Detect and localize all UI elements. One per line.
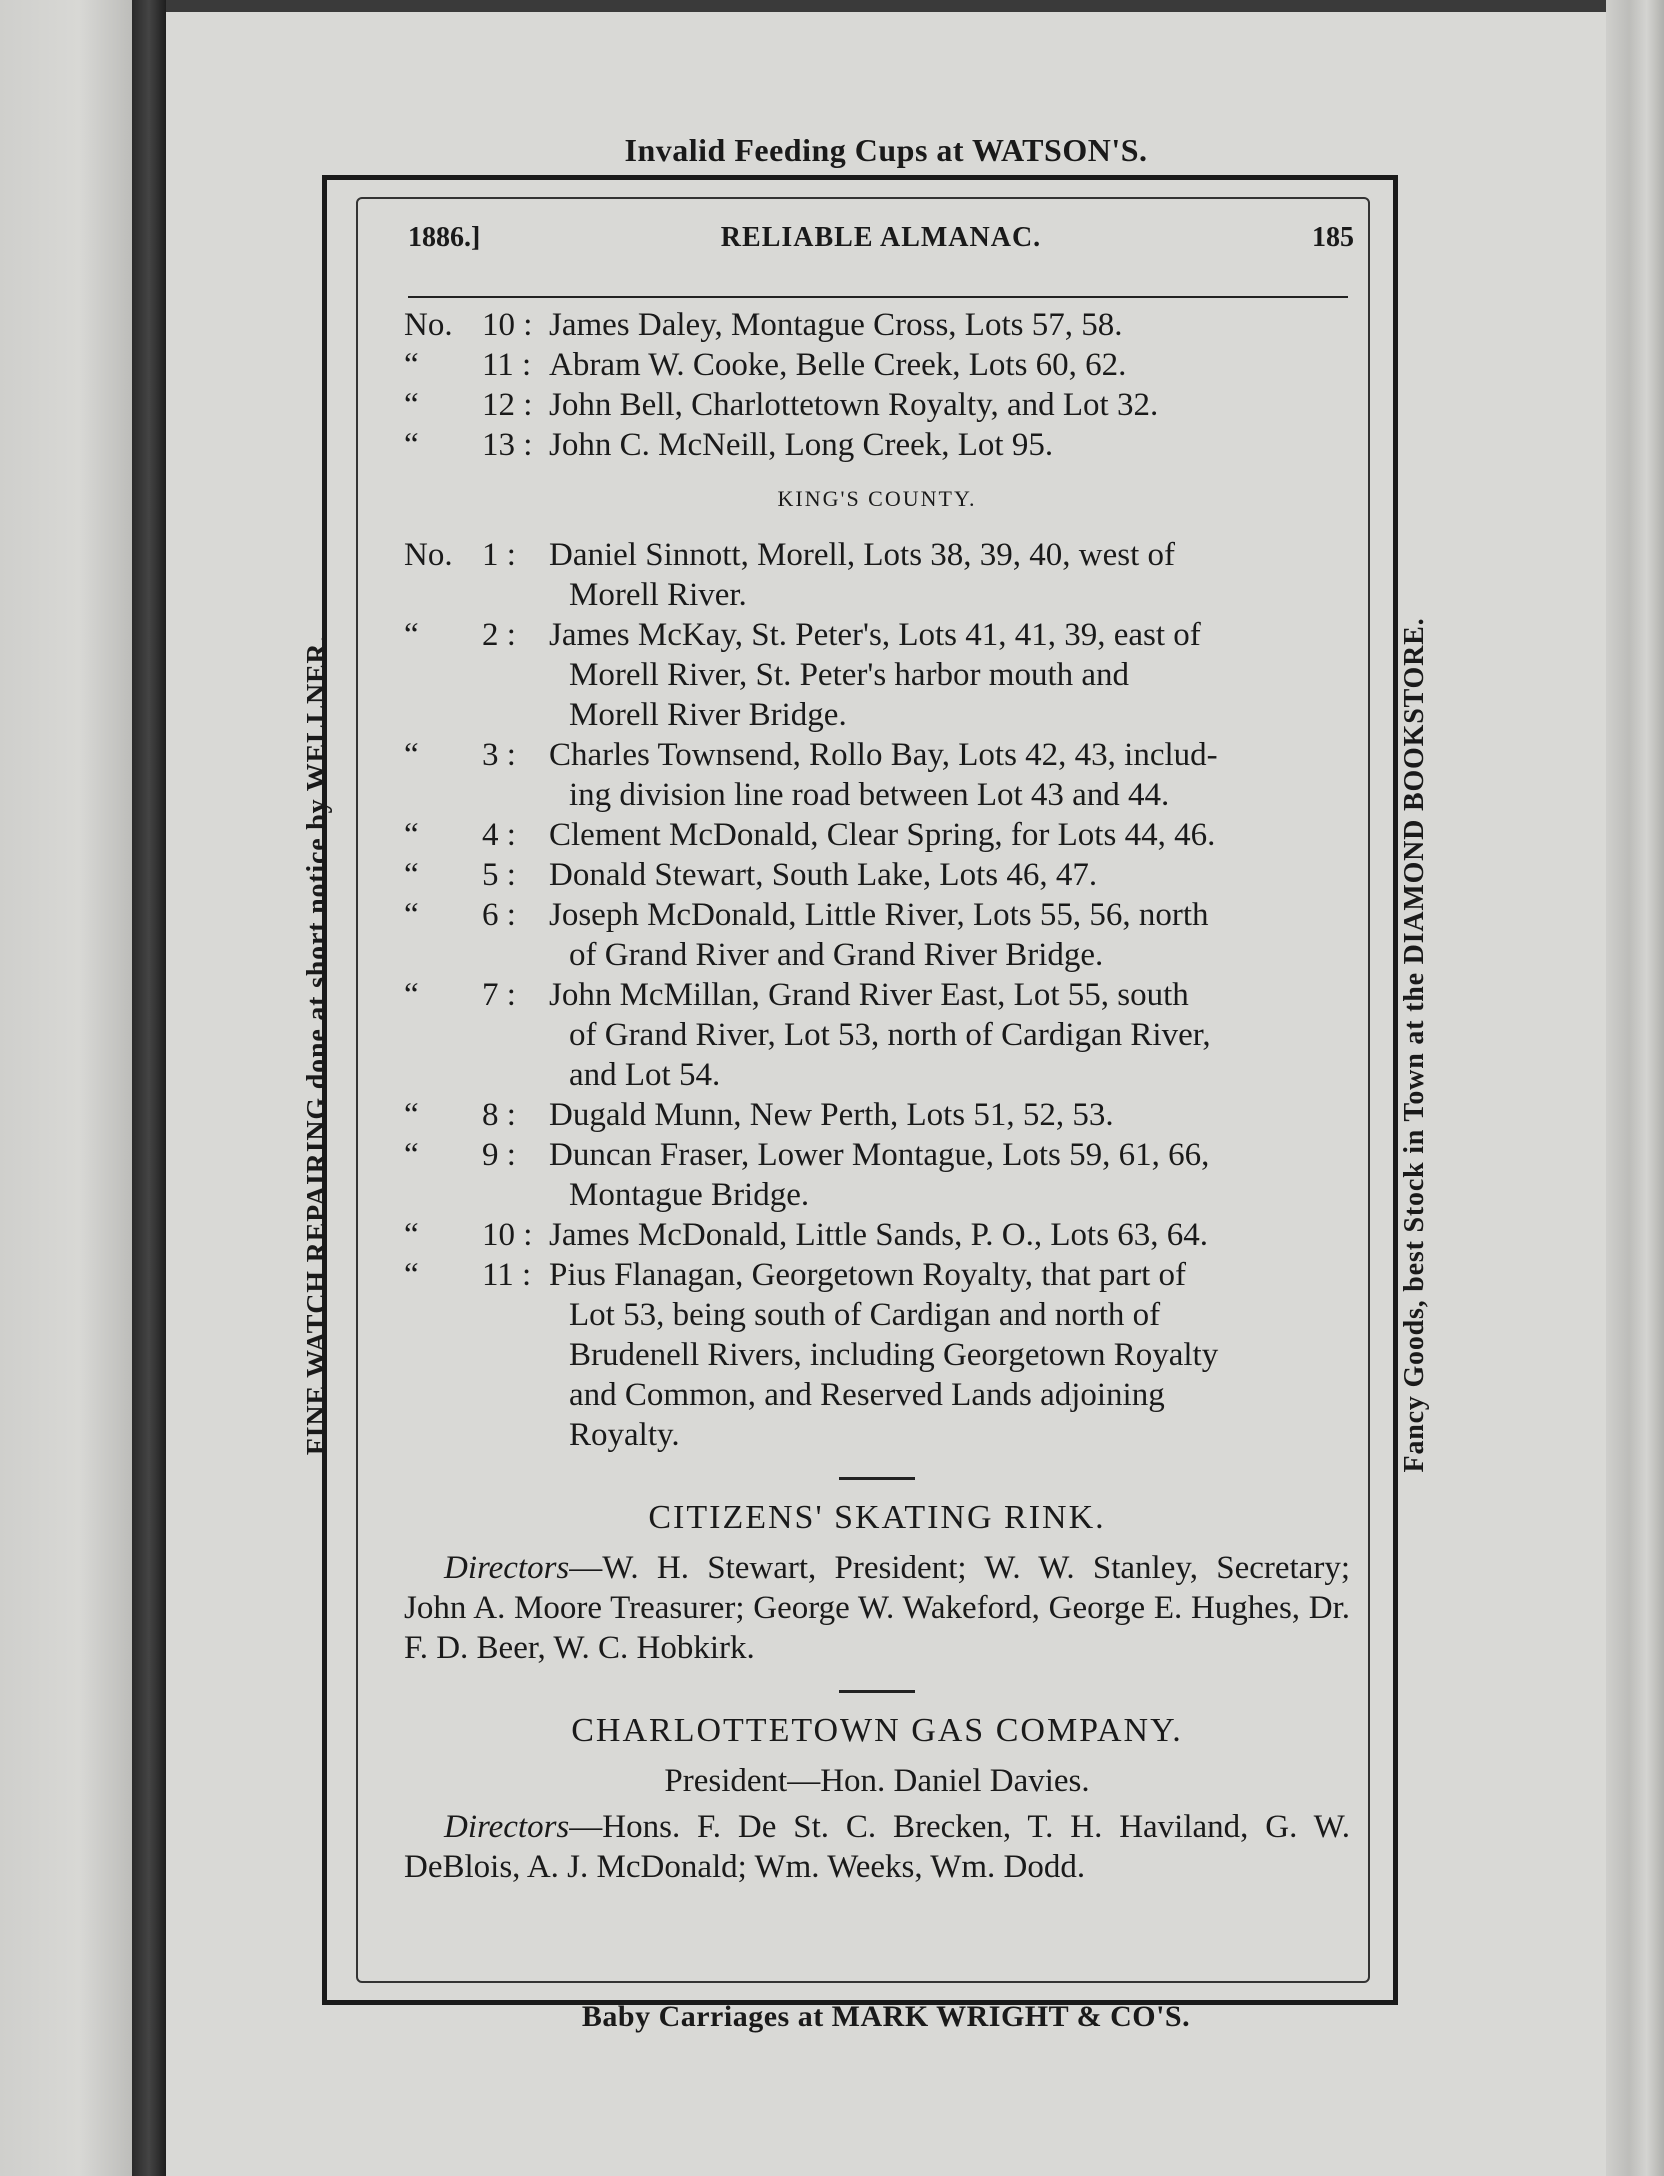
district-label <box>404 425 549 465</box>
kings-county-heading: KING'S COUNTY. <box>777 486 977 511</box>
district-label <box>404 855 549 895</box>
description-line: Morell River Bridge. <box>569 697 847 733</box>
district-description <box>549 1135 1350 1215</box>
district-label <box>404 1215 549 1255</box>
left-advertisement: FINE WATCH REPAIRING done at short notice by WELLNER. <box>302 634 333 1456</box>
district-description <box>549 535 1350 615</box>
header-rule <box>408 296 1348 298</box>
district-description <box>549 345 1350 385</box>
district-label <box>404 1135 549 1215</box>
section-separator <box>839 1690 915 1693</box>
district-entry <box>404 305 1350 345</box>
page-top-edge <box>166 0 1606 12</box>
bottom-advertisement: Baby Carriages at MARK WRIGHT & CO'S. <box>581 2000 1191 2033</box>
district-label <box>404 895 549 975</box>
district-description <box>549 975 1350 1095</box>
district-number: 9 : <box>482 1137 516 1173</box>
district-number: 12 : <box>482 387 533 423</box>
district-description <box>549 305 1350 345</box>
district-prefix: “ <box>404 857 419 893</box>
description-line: and Common, and Reserved Lands adjoining <box>569 1377 1165 1413</box>
district-entry <box>404 385 1350 425</box>
almanac-title: RELIABLE ALMANAC. <box>720 222 1042 253</box>
district-number: 10 : <box>482 1217 533 1253</box>
description-line: Abram W. Cooke, Belle Creek, Lots 60, 62. <box>549 347 1127 383</box>
district-description <box>549 895 1350 975</box>
district-description <box>549 735 1350 815</box>
page-number: 185 <box>1312 222 1354 253</box>
adjacent-page <box>0 0 132 2176</box>
description-line: Royalty. <box>569 1417 680 1453</box>
district-prefix: No. <box>404 537 453 573</box>
book-spine <box>132 0 166 2176</box>
queens-county-list <box>404 305 1350 465</box>
description-line: Joseph McDonald, Little River, Lots 55, 56, north <box>549 897 1209 933</box>
district-entry <box>404 1135 1350 1215</box>
district-label <box>404 385 549 425</box>
district-description <box>549 1215 1350 1255</box>
district-number: 13 : <box>482 427 533 463</box>
district-description <box>549 1255 1350 1455</box>
running-header <box>408 222 1354 266</box>
description-line: James Daley, Montague Cross, Lots 57, 58. <box>549 307 1123 343</box>
district-prefix: “ <box>404 737 419 773</box>
description-line: of Grand River, Lot 53, north of Cardigan River, <box>569 1017 1211 1053</box>
rink-directors-text: —W. H. Stewart, President; W. W. Stanley, Secretary; John A. Moore Treasurer; George W. Wakeford, George E. Hughes, Dr. F. D. Beer, W. C. Hobkirk. <box>404 1550 1350 1666</box>
district-entry <box>404 535 1350 615</box>
district-label <box>404 305 549 345</box>
gas-president: President—Hon. Daniel Davies. <box>664 1763 1090 1799</box>
description-line: and Lot 54. <box>569 1057 721 1093</box>
district-entry <box>404 1095 1350 1135</box>
district-description <box>549 385 1350 425</box>
district-number: 1 : <box>482 537 516 573</box>
district-prefix: “ <box>404 1137 419 1173</box>
description-line: Donald Stewart, South Lake, Lots 46, 47. <box>549 857 1098 893</box>
district-description <box>549 855 1350 895</box>
district-description <box>549 815 1350 855</box>
district-prefix: “ <box>404 617 419 653</box>
gas-directors <box>404 1807 1350 1887</box>
district-prefix: “ <box>404 347 419 383</box>
district-label <box>404 815 549 855</box>
description-line: James McKay, St. Peter's, Lots 41, 41, 39, east of <box>549 617 1201 653</box>
district-number: 11 : <box>482 347 532 383</box>
gas-directors-text: —Hons. F. De St. C. Brecken, T. H. Haviland, G. W. DeBlois, A. J. McDonald; Wm. Weeks, Wm. Dodd. <box>404 1809 1350 1885</box>
description-line: James McDonald, Little Sands, P. O., Lots 63, 64. <box>549 1217 1209 1253</box>
kings-county-list <box>404 535 1350 1455</box>
district-prefix: “ <box>404 1257 419 1293</box>
description-line: John C. McNeill, Long Creek, Lot 95. <box>549 427 1054 463</box>
rink-directors <box>404 1548 1350 1668</box>
district-entry <box>404 345 1350 385</box>
rink-directors-label: Directors <box>444 1550 570 1586</box>
district-label <box>404 975 549 1095</box>
gas-title: CHARLOTTETOWN GAS COMPANY. <box>571 1712 1183 1749</box>
district-number: 4 : <box>482 817 516 853</box>
district-prefix: “ <box>404 387 419 423</box>
gas-directors-label: Directors <box>444 1809 570 1845</box>
district-label <box>404 615 549 735</box>
description-line: Brudenell Rivers, including Georgetown Royalty <box>569 1337 1219 1373</box>
district-label <box>404 1095 549 1135</box>
district-prefix: “ <box>404 427 419 463</box>
district-prefix: “ <box>404 897 419 933</box>
district-entry <box>404 815 1350 855</box>
district-entry <box>404 1255 1350 1455</box>
description-line: Pius Flanagan, Georgetown Royalty, that part of <box>549 1257 1186 1293</box>
district-number: 10 : <box>482 307 533 343</box>
district-entry <box>404 895 1350 975</box>
section-separator <box>839 1477 915 1480</box>
district-entry <box>404 855 1350 895</box>
description-line: John McMillan, Grand River East, Lot 55, south <box>549 977 1189 1013</box>
district-number: 11 : <box>482 1257 532 1293</box>
description-line: Lot 53, being south of Cardigan and north of <box>569 1297 1161 1333</box>
district-entry <box>404 975 1350 1095</box>
description-line: Dugald Munn, New Perth, Lots 51, 52, 53. <box>549 1097 1114 1133</box>
district-number: 3 : <box>482 737 516 773</box>
district-number: 6 : <box>482 897 516 933</box>
description-line: Charles Townsend, Rollo Bay, Lots 42, 43, includ- <box>549 737 1218 773</box>
page-edges <box>1606 0 1664 2176</box>
description-line: Montague Bridge. <box>569 1177 810 1213</box>
description-line: Duncan Fraser, Lower Montague, Lots 59, 61, 66, <box>549 1137 1210 1173</box>
district-number: 8 : <box>482 1097 516 1133</box>
district-entry <box>404 1215 1350 1255</box>
district-label <box>404 1255 549 1455</box>
district-number: 5 : <box>482 857 516 893</box>
description-line: John Bell, Charlottetown Royalty, and Lot 32. <box>549 387 1159 423</box>
page-content <box>404 305 1350 1887</box>
district-prefix: “ <box>404 977 419 1013</box>
district-number: 7 : <box>482 977 516 1013</box>
district-prefix: “ <box>404 1097 419 1133</box>
district-description <box>549 1095 1350 1135</box>
header-year: 1886.] <box>408 222 481 253</box>
description-line: Morell River. <box>569 577 747 613</box>
description-line: Daniel Sinnott, Morell, Lots 38, 39, 40, west of <box>549 537 1176 573</box>
district-entry <box>404 735 1350 815</box>
description-line: Morell River, St. Peter's harbor mouth and <box>569 657 1130 693</box>
district-description <box>549 615 1350 735</box>
district-label <box>404 345 549 385</box>
description-line: ing division line road between Lot 43 and 44. <box>569 777 1170 813</box>
district-label <box>404 735 549 815</box>
right-advertisement: Fancy Goods, best Stock in Town at the DIAMOND BOOKSTORE. <box>1399 617 1430 1473</box>
district-description <box>549 425 1350 465</box>
description-line: of Grand River and Grand River Bridge. <box>569 937 1104 973</box>
district-entry <box>404 425 1350 465</box>
district-number: 2 : <box>482 617 516 653</box>
district-label <box>404 535 549 615</box>
district-prefix: “ <box>404 817 419 853</box>
top-advertisement: Invalid Feeding Cups at WATSON'S. <box>624 132 1148 168</box>
description-line: Clement McDonald, Clear Spring, for Lots 44, 46. <box>549 817 1216 853</box>
district-entry <box>404 615 1350 735</box>
district-prefix: “ <box>404 1217 419 1253</box>
rink-title: CITIZENS' SKATING RINK. <box>648 1499 1106 1536</box>
district-prefix: No. <box>404 307 453 343</box>
